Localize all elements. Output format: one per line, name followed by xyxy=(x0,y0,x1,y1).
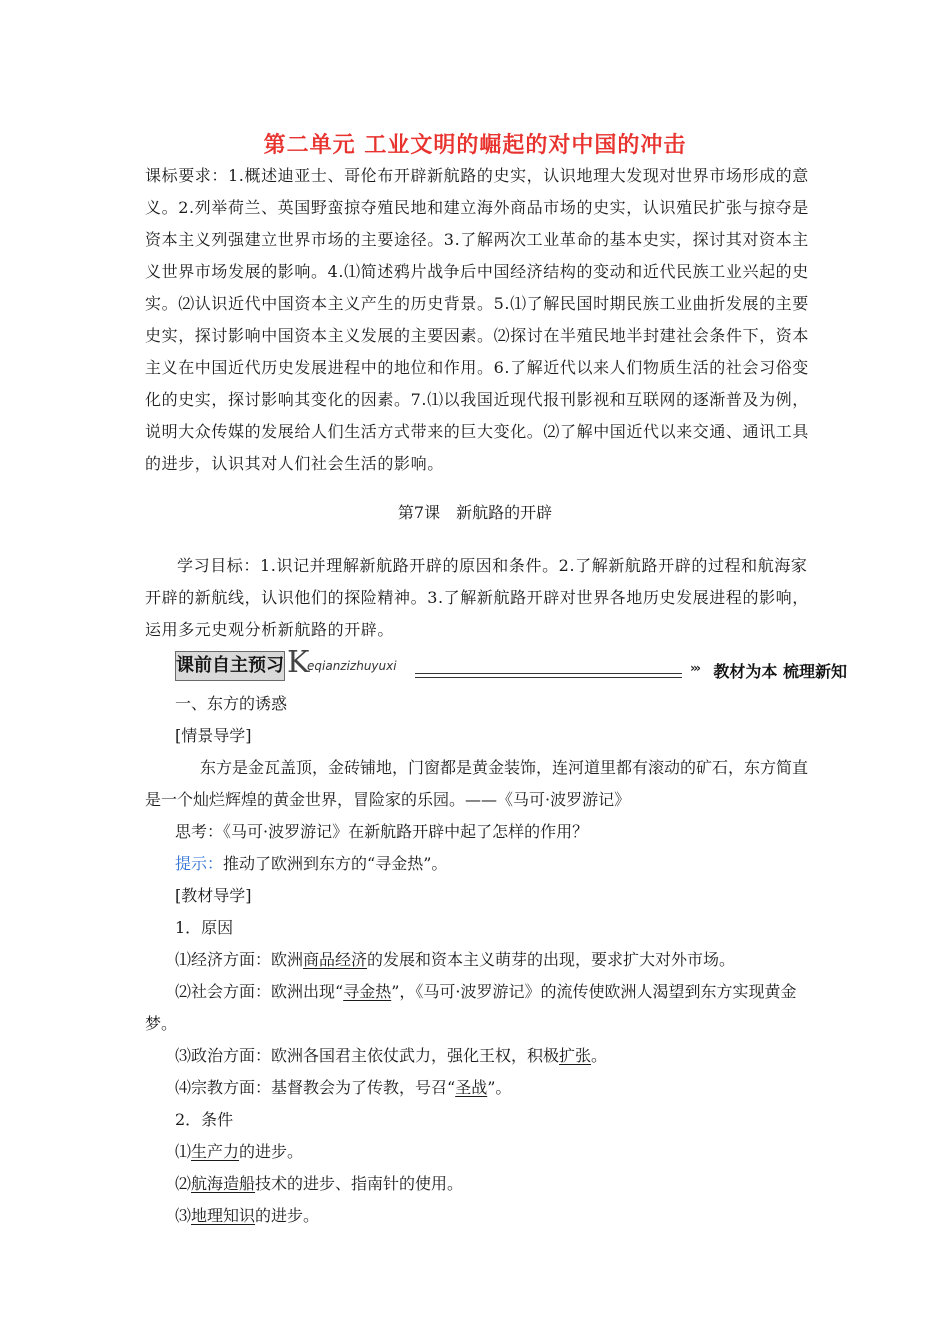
unit-title: 第二单元 工业文明的崛起的对中国的冲击 xyxy=(263,133,687,158)
keyword: 圣战 xyxy=(455,1078,488,1097)
text-segment: ⑷宗教方面：基督教会为了传教，号召“ xyxy=(175,1078,456,1097)
cause-title: 1．原因 xyxy=(175,918,234,937)
section-heading: 一、东方的诱惑 xyxy=(175,694,288,713)
cause-social xyxy=(145,976,815,1040)
learning-goals: 学习目标：1.识记并理解新航路开辟的原因和条件。2.了解新航路开辟的过程和航海家开辟的新航线，认识他们的探险精神。3.了解新航路开辟对世界各地历史发展进程的影响，运用多元史观分析新航路的开辟。 xyxy=(145,556,809,639)
condition-title: 2．条件 xyxy=(175,1110,234,1129)
lesson-title: 第7课 新航路的开辟 xyxy=(397,503,553,522)
curriculum-requirements: 课标要求：1.概述迪亚士、哥伦布开辟新航路的史实，认识地理大发现对世界市场形成的意义。2.列举荷兰、英国野蛮掠夺殖民地和建立海外商品市场的史实，认识殖民扩张与掠夺是资本主义列强建立世界市场的主要途径。3.了解两次工业革命的基本史实，探讨其对资本主义世界市场发展的影响。4.⑴简述鸦片战争后中国经济结构的变动和近代民族工业兴起的史实。⑵认识近代中国资本主义产生的历史背景。5.⑴了解民国时期民族工业曲折发展的主要史实，探讨影响中国资本主义发展的主要因素。⑵探讨在半殖民地半封建社会条件下，资本主义在中国近代历史发展进程中的地位和作用。6.了解近代以来人们物质生活的社会习俗变化的史实，探讨影响其变化的因素。7.⑴以我国近现代报刊影视和互联网的逐渐普及为例，说明大众传媒的发展给人们生活方式带来的巨大变化。⑵了解中国近代以来交通、通讯工具的进步，认识其对人们社会生活的影响。 xyxy=(145,166,810,473)
hint xyxy=(175,848,447,880)
hint-text: 推动了欧洲到东方的“寻金热”。 xyxy=(223,854,448,873)
textbook-label: [教材导学] xyxy=(175,886,252,905)
keyword: 生产力 xyxy=(191,1142,240,1161)
cause-political xyxy=(175,1040,607,1072)
text-segment: ”，《马可·波罗游记》的流传使欧洲人渴望到东方实现黄金梦。 xyxy=(145,982,797,1033)
keyword: 扩张 xyxy=(559,1046,592,1065)
think-question: 思考：《马可·波罗游记》在新航路开辟中起了怎样的作用？ xyxy=(175,822,589,841)
chevron-right-icon: ››› xyxy=(690,661,699,675)
banner-divider xyxy=(415,673,682,678)
text-segment: ⑵ xyxy=(175,1174,192,1193)
text-segment: 技术的进步、指南针的使用。 xyxy=(255,1174,464,1193)
condition-geography xyxy=(175,1200,319,1232)
text-segment: ⑵社会方面：欧洲出现“ xyxy=(175,982,344,1001)
scene-label: [情景导学] xyxy=(175,726,252,745)
cause-religious xyxy=(175,1072,511,1104)
text-segment: ⑶ xyxy=(175,1206,192,1225)
text-segment: ⑴ xyxy=(175,1142,192,1161)
text-segment: 的发展和资本主义萌芽的出现，要求扩大对外市场。 xyxy=(367,950,736,969)
banner-label: 课前自主预习 xyxy=(175,651,285,681)
text-segment: 。 xyxy=(591,1046,608,1065)
condition-navigation xyxy=(175,1168,463,1200)
keyword: 商品经济 xyxy=(303,950,368,969)
text-segment: ”。 xyxy=(487,1078,512,1097)
keyword: 地理知识 xyxy=(191,1206,256,1225)
hint-label: 提示： xyxy=(175,854,224,873)
banner-initial: K xyxy=(287,645,310,680)
text-segment: 的进步。 xyxy=(255,1206,320,1225)
scene-text: 东方是金瓦盖顶，金砖铺地，门窗都是黄金装饰，连河道里都有滚动的矿石，东方简直是一个灿烂辉煌的黄金世界，冒险家的乐园。——《马可·波罗游记》 xyxy=(145,758,809,809)
cause-economic xyxy=(175,944,735,976)
text-segment: 的进步。 xyxy=(239,1142,304,1161)
text-segment: ⑴经济方面：欧洲 xyxy=(175,950,304,969)
keyword: 寻金热 xyxy=(343,982,392,1001)
keyword: 航海造船 xyxy=(191,1174,256,1193)
banner-slogan: 教材为本 梳理新知 xyxy=(713,662,847,681)
banner-pinyin: eqianzizhuyuxi xyxy=(307,659,397,673)
text-segment: ⑶政治方面：欧洲各国君主依仗武力，强化王权，积极 xyxy=(175,1046,560,1065)
condition-productivity xyxy=(175,1136,303,1168)
section-banner xyxy=(175,645,847,687)
